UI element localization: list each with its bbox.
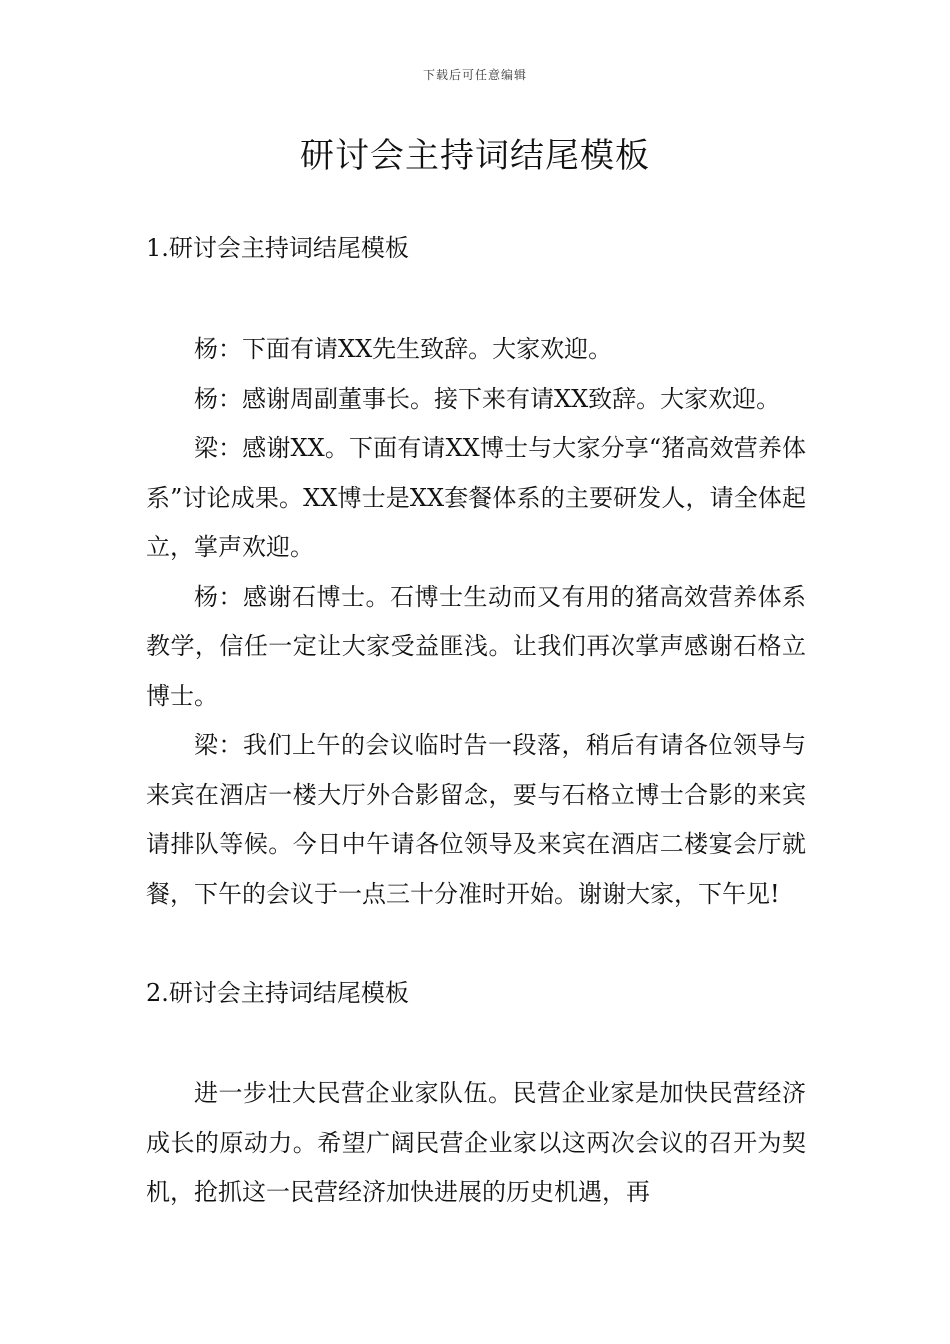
section-body-1 [146,325,806,919]
section-heading-1: 1.研讨会主持词结尾模板 [146,234,409,262]
paragraph: 进一步壮大民营企业家队伍。民营企业家是加快民营经济成长的原动力。希望广阔民营企业家以这两次会议的召开为契机，抢抓这一民营经济加快进展的历史机遇，再 [146,1079,806,1206]
paragraph: 梁：感谢XX。下面有请XX博士与大家分享“猪高效营养体系”讨论成果。XX博士是XX套餐体系的主要研发人，请全体起立，掌声欢迎。 [146,434,806,561]
header-note: 下载后可任意编辑 [422,68,527,82]
section-heading-2: 2.研讨会主持词结尾模板 [146,979,409,1007]
section-body-2 [146,1069,806,1218]
paragraph: 梁：我们上午的会议临时告一段落，稍后有请各位领导与来宾在酒店一楼大厅外合影留念，要与石格立博士合影的来宾请排队等候。今日中午请各位领导及来宾在酒店二楼宴会厅就餐，下午的会议于一点三十分准时开始。谢谢大家，下午见! [146,731,806,908]
paragraph: 杨：感谢周副董事长。接下来有请XX致辞。大家欢迎。 [194,384,781,413]
paragraph: 杨：下面有请XX先生致辞。大家欢迎。 [194,335,613,363]
paragraph: 杨：感谢石博士。石博士生动而又有用的猪高效营养体系教学，信任一定让大家受益匪浅。让我们再次掌声感谢石格立博士。 [146,582,806,710]
document-title: 研讨会主持词结尾模板 [300,136,650,176]
